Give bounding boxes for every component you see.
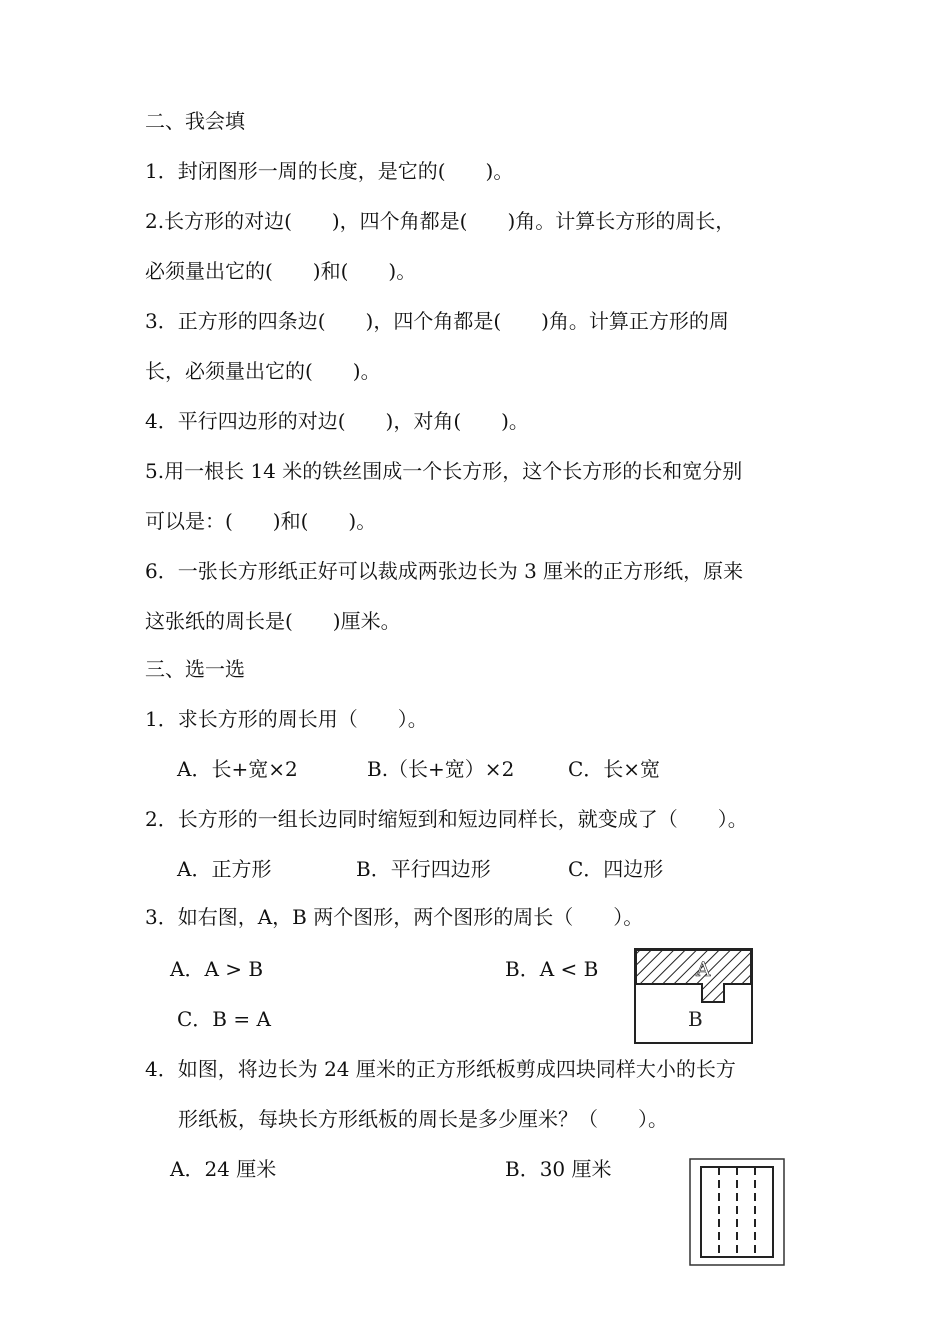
figure-square-cut-diagram [688,1157,786,1267]
choice-4-option-a: A．24 厘米 [170,1157,277,1181]
choice-4-option-b: B．30 厘米 [505,1157,612,1181]
fill-question-3-line-2: 长，必须量出它的( )。 [145,359,381,383]
choice-question-4-line-2: 形纸板，每块长方形纸板的周长是多少厘米？（ ）。 [178,1107,668,1131]
choice-question-2: 2．长方形的一组长边同时缩短到和短边同样长，就变成了（ ）。 [145,807,748,831]
fill-question-3-line-1: 3．正方形的四条边( )，四个角都是( )角。计算正方形的周 [145,309,729,333]
fill-question-4: 4．平行四边形的对边( )，对角( )。 [145,409,529,433]
section-fill-title: 二、我会填 [145,109,245,133]
fill-question-5-line-1: 5.用一根长 14 米的铁丝围成一个长方形，这个长方形的长和宽分别 [145,459,743,483]
fill-question-1: 1．封闭图形一周的长度，是它的( )。 [145,159,514,183]
choice-2-option-c: C．四边形 [568,857,664,881]
choice-1-option-c: C．长×宽 [568,757,661,781]
fill-question-2-line-1: 2.长方形的对边( )，四个角都是( )角。计算长方形的周长， [145,209,736,233]
fill-question-5-line-2: 可以是：( )和( )。 [145,509,377,533]
choice-3-option-c: C．B = A [177,1007,271,1031]
choice-1-option-a: A．长+宽×2 [177,757,298,781]
fill-question-6-line-2: 这张纸的周长是( )厘米。 [145,609,401,633]
section-choice-title: 三、选一选 [145,657,245,681]
choice-question-4-line-1: 4．如图，将边长为 24 厘米的正方形纸板剪成四块同样大小的长方 [145,1057,736,1081]
choice-question-3: 3．如右图，A，B 两个图形，两个图形的周长（ ）。 [145,905,644,929]
choice-3-option-a: A．A > B [170,957,264,981]
choice-2-option-b: B．平行四边形 [356,857,491,881]
figure-label-b: B [688,1007,703,1031]
choice-3-option-b: B．A < B [505,957,599,981]
fill-question-6-line-1: 6．一张长方形纸正好可以裁成两张边长为 3 厘米的正方形纸，原来 [145,559,744,583]
choice-1-option-b: B.（长+宽）×2 [367,757,515,781]
figure-label-a: A [696,957,711,981]
figure-a-b-shapes [632,946,756,1046]
choice-2-option-a: A．正方形 [177,857,272,881]
choice-question-1: 1．求长方形的周长用（ ）。 [145,707,428,731]
fill-question-2-line-2: 必须量出它的( )和( )。 [145,259,417,283]
